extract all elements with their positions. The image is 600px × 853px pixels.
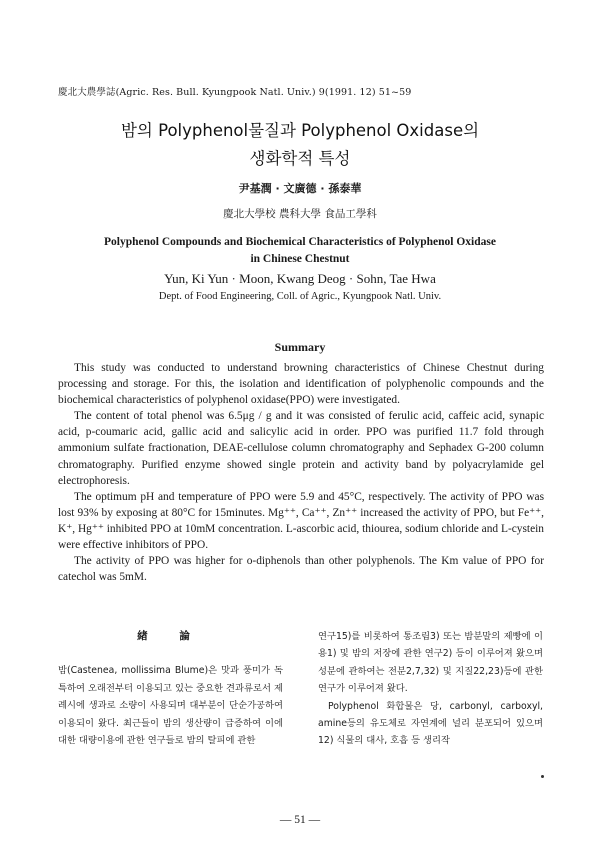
affiliation-hanja: 慶北大學校 農科大學 食品工學科	[223, 208, 377, 220]
left-column	[58, 628, 283, 749]
summary-paragraph: The optimum pH and temperature of PPO were 5.9 and 45°C, respectively. The activity of PPO was lost 93% by exposing at 80°C for 15minutes. Mg⁺⁺, Ca⁺⁺, Zn⁺⁺ increased the activity of PPO, but Fe⁺⁺, K⁺, Hg⁺⁺ inhibited PPO at 10mM concentration. L-ascorbic acid, thiourea, sodium chloride and L-cystein were effective inhibitors of PPO.	[58, 490, 544, 552]
authors-hanja: 尹基潤 · 文廣德 · 孫泰華	[238, 182, 362, 195]
summary-paragraph: This study was conducted to understand browning characteristics of Chinese Chestnut during processing and storage. For this, the isolation and identification of polyphenolic compounds and the biochemical characteristics of polyphenol oxidase(PPO) were investigated.	[58, 362, 544, 407]
english-title-line-1: Polyphenol Compounds and Biochemical Characteristics of Polyphenol Oxidase	[104, 236, 496, 248]
summary-paragraph: The activity of PPO was higher for o-diphenols than other polyphenols. The Km value of PPO for catechol was 5mM.	[58, 555, 544, 584]
korean-title-line-2: 생화학적 특성	[249, 149, 351, 168]
page-number: — 51 —	[279, 814, 321, 826]
intro-paragraph-right-1: 연구15)를 비롯하여 통조림3) 또는 밤분말의 제빵에 이용1) 및 밤의 저장에 관한 연구2) 등이 이루어져 왔으며 성분에 관하여는 전분2,7,32) 및 지질22,23)등에 관한 연구가 이루어져 왔다.	[318, 631, 543, 695]
authors-english: Yun, Ki Yun · Moon, Kwang Deog · Sohn, Tae Hwa	[164, 271, 436, 286]
summary-heading: Summary	[274, 340, 326, 354]
korean-title-line-1: 밤의 Polyphenol물질과 Polyphenol Oxidase의	[120, 121, 480, 140]
english-title-line-2: in Chinese Chestnut	[250, 253, 350, 265]
scan-speck	[541, 775, 544, 778]
right-column	[318, 628, 543, 750]
section-heading-introduction: 緖 論	[137, 630, 204, 642]
department-affiliation: Dept. of Food Engineering, Coll. of Agric., Kyungpook Natl. Univ.	[158, 291, 442, 302]
journal-reference: 慶北大農學誌(Agric. Res. Bull. Kyungpook Natl. Univ.) 9(1991. 12) 51~59	[58, 87, 412, 98]
intro-paragraph-left: 밤(Castenea, mollissima Blume)은 맛과 풍미가 독특하여 오래전부터 이용되고 있는 중요한 견과류로서 제례시에 생과로 소량이 사용되며 대부분이 단순가공하여 이용되이 왔다. 최근들이 밤의 생산량이 급증하여 이에 대한 대량이용에 관한 연구들로 밤의 탈피에 관한	[58, 665, 283, 747]
summary-body	[58, 360, 544, 585]
intro-paragraph-right-2: Polyphenol 화합물은 당, carbonyl, carboxyl, amine등의 유도체로 자연계에 널리 분포되어 있으며12) 식물의 대사, 호흡 등 생리작	[318, 700, 543, 747]
summary-paragraph: The content of total phenol was 6.5μg / g and it was consisted of ferulic acid, caffeic acid, synapic acid, p-coumaric acid, gallic acid and salicylic acid in order. PPO was purified 11.7 fold through ammonium sulfate fractionation, DEAE-cellulose column chromatography and Sephadex G-200 column chromatography. Purified enzyme showed single protein and activity band by polyacrylamide gel electrophoresis.	[58, 410, 544, 487]
